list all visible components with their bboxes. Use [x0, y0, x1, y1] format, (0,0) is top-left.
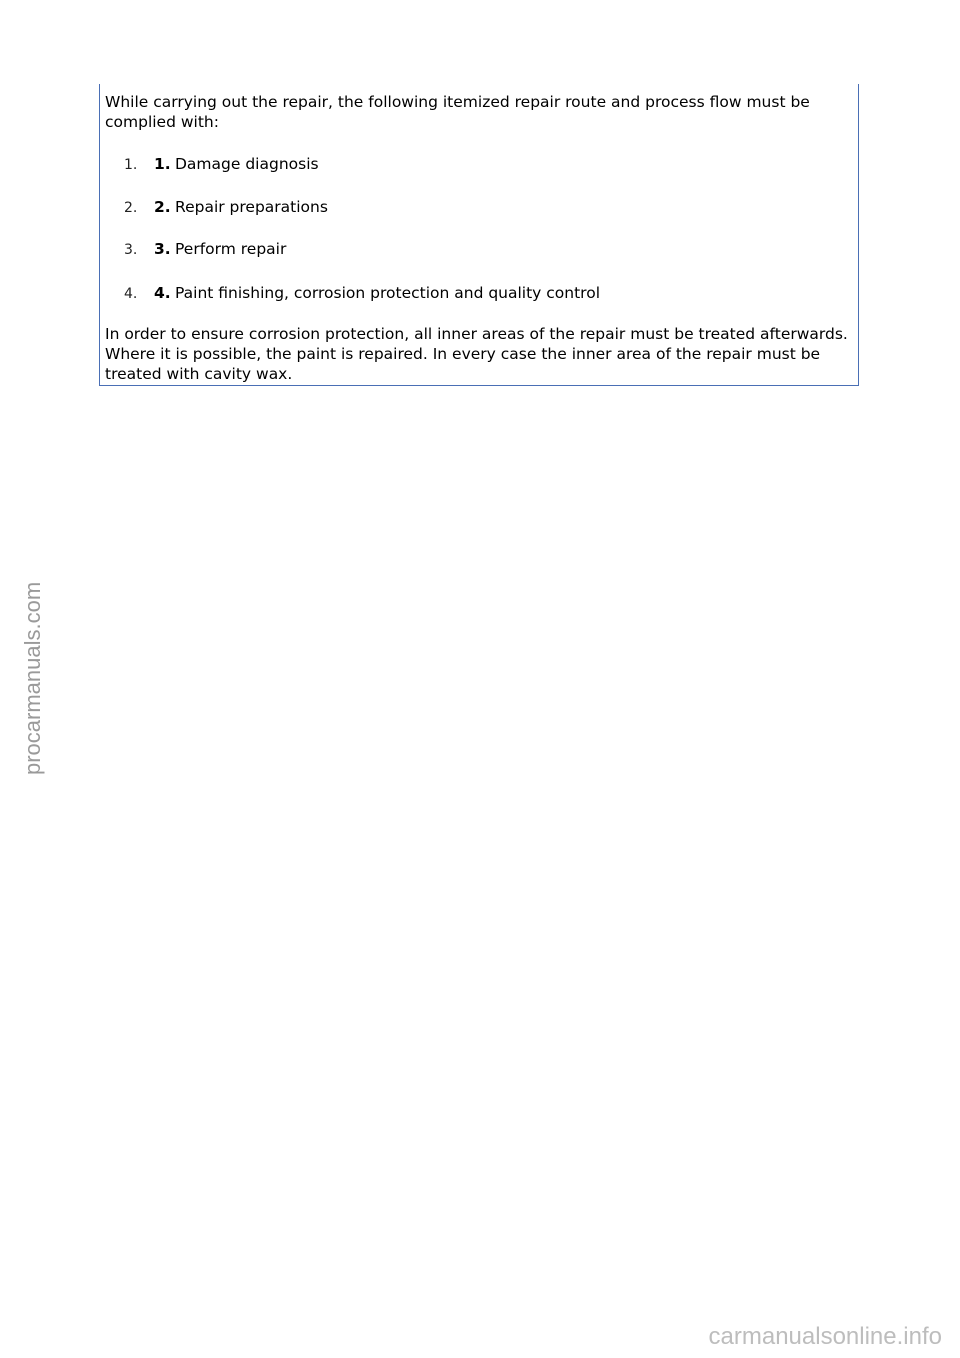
list-item-label: Repair preparations [175, 198, 328, 216]
list-item-prefix: 4. [154, 284, 171, 302]
repair-procedure-box [99, 84, 859, 386]
list-item-label: Paint finishing, corrosion protection and quality control [175, 284, 601, 302]
list-item-number: 1. [124, 157, 138, 173]
list-item-prefix: 3. [154, 240, 171, 258]
intro-paragraph: While carrying out the repair, the following itemized repair route and process flow must be complied with: [105, 93, 810, 131]
list-item-label: Damage diagnosis [175, 155, 319, 173]
list-item-prefix: 1. [154, 155, 171, 173]
list-item [100, 283, 800, 303]
list-item-number: 3. [124, 242, 138, 258]
list-item-number: 4. [124, 286, 138, 302]
list-item-prefix: 2. [154, 198, 171, 216]
list-item [100, 239, 800, 259]
list-item-number: 2. [124, 200, 138, 216]
outro-paragraph: In order to ensure corrosion protection, all inner areas of the repair must be treated afterwards. Where it is possible, the paint is repaired. In every case the inner area of the repair must be treated with cavity wax. [105, 325, 848, 383]
list-item [100, 197, 800, 217]
list-item [100, 154, 800, 174]
watermark-procarmanuals: procarmanuals.com [20, 581, 45, 775]
watermark-carmanualsonline: carmanualsonline.info [708, 1323, 942, 1350]
list-item-label: Perform repair [175, 240, 287, 258]
